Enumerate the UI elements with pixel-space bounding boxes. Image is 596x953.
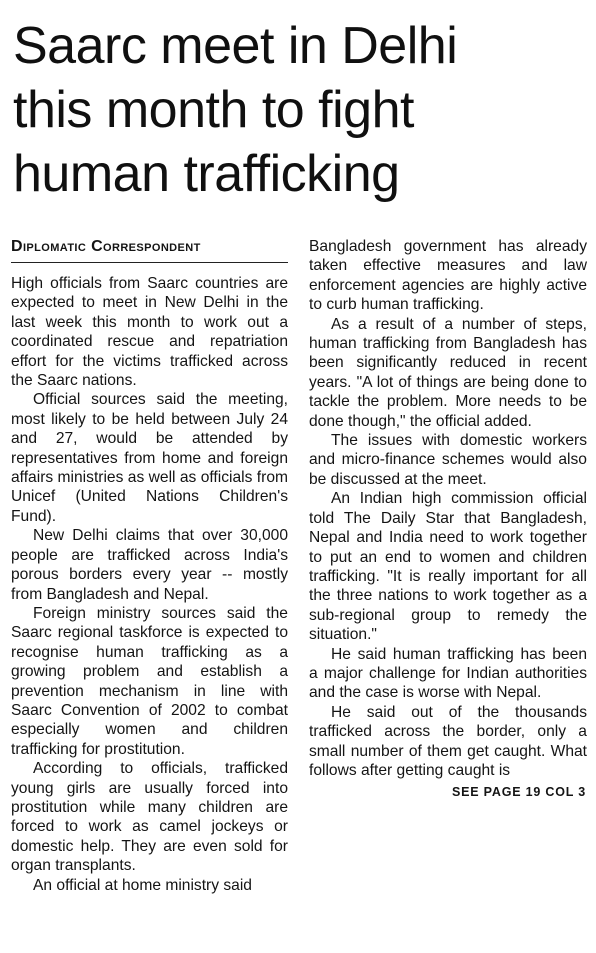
right-column xyxy=(309,237,587,895)
article-paragraph: High officials from Saarc countries are expected to meet in New Delhi in the last week this month to work out a coordinated rescue and repatriation effort for the victims trafficked across the Saarc nations. xyxy=(11,275,288,390)
article-paragraph: Official sources said the meeting, most likely to be held between July 24 and 27, would be attended by representatives from home and foreign affairs ministries as well as officials from Unicef (United Nations Children's Fund). xyxy=(11,391,288,525)
headline-line: Saarc meet in Delhi xyxy=(13,17,458,75)
article-paragraph: He said out of the thousands trafficked across the border, only a small number of them get caught. What follows after getting caught is xyxy=(309,703,587,779)
continuation-note: SEE PAGE 19 COL 3 xyxy=(451,785,586,800)
article-paragraph: The issues with domestic workers and micro-finance schemes would also be discussed at the meet. xyxy=(309,432,587,488)
article-paragraph: Bangladesh government has already taken effective measures and law enforcement agencies are highly active to curb human trafficking. xyxy=(309,238,587,314)
article-paragraph: According to officials, trafficked young girls are usually forced into prostitution while many children are forced to work as camel jockeys or domestic help. They are even sold for organ transplants. xyxy=(11,760,288,875)
headline-line: this month to fight xyxy=(13,81,414,139)
article-paragraph: He said human trafficking has been a major challenge for Indian authorities and the case is worse with Nepal. xyxy=(309,645,587,702)
article-paragraph: New Delhi claims that over 30,000 people are trafficked across India's porous borders every year -- mostly from Bangladesh and Nepal. xyxy=(11,527,288,603)
article-paragraph: As a result of a number of steps, human trafficking from Bangladesh has been significantly reduced in recent years. "A lot of things are being done to tackle the problem. More needs to be done though," the official added. xyxy=(309,315,587,430)
left-column xyxy=(11,237,288,895)
headline-line: human trafficking xyxy=(13,145,400,203)
article-paragraph: An Indian high commission official told The Daily Star that Bangladesh, Nepal and India need to work together to put an end to women and children trafficking. "It is really important for all the three nations to work together as a sub-regional group to remedy the situation." xyxy=(309,490,587,644)
article-paragraph: An official at home ministry said xyxy=(33,876,252,894)
headline xyxy=(11,14,586,206)
byline-text: Diplomatic Correspondent xyxy=(11,238,201,255)
article-paragraph: Foreign ministry sources said the Saarc regional taskforce is expected to recognise human trafficking as a growing problem and establish a prevention mechanism in line with Saarc Convention of 2002 to combat especially women and children trafficking for prostitution. xyxy=(11,604,288,758)
byline xyxy=(11,237,288,263)
article-columns xyxy=(11,237,587,895)
